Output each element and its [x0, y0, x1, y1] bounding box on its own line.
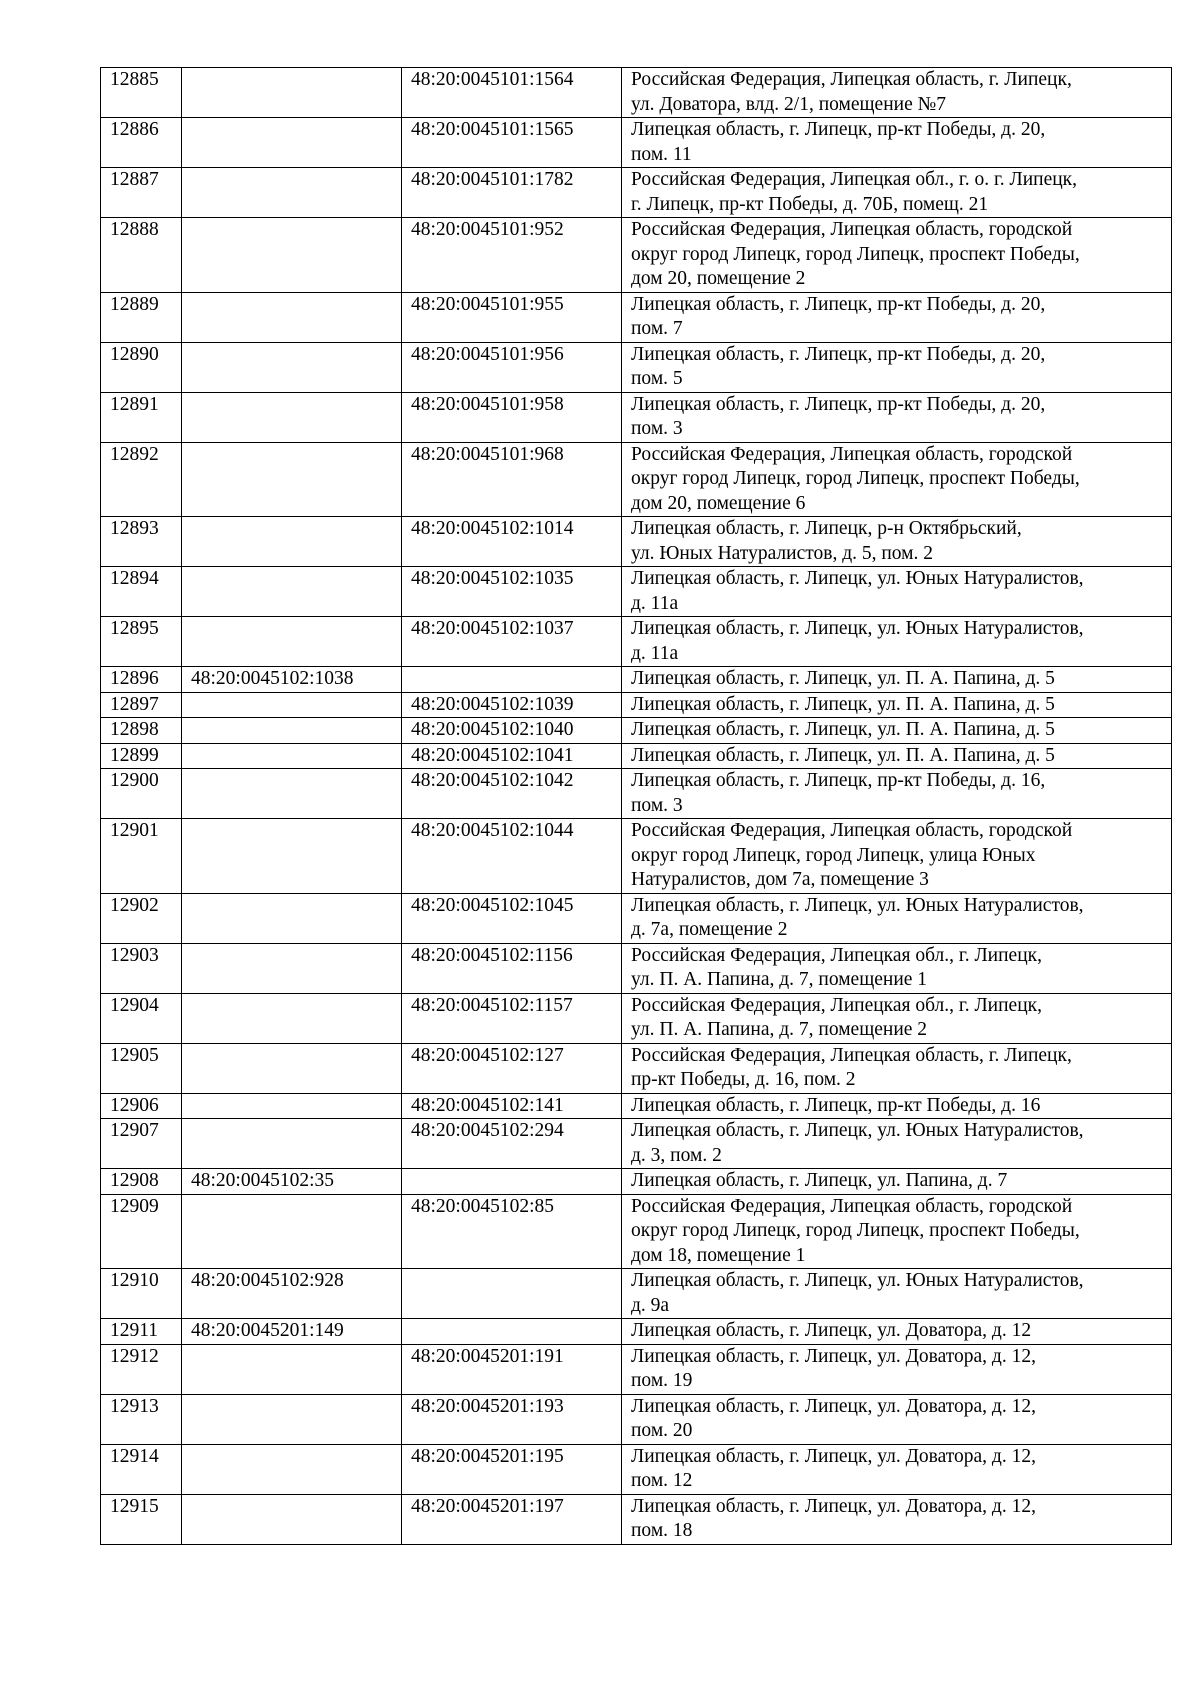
parcel-cadastral-cell: [182, 1494, 402, 1544]
premises-cadastral-cell: 48:20:0045102:1037: [402, 617, 622, 667]
row-number-cell: 12907: [101, 1119, 182, 1169]
row-number-cell: 12903: [101, 943, 182, 993]
premises-cadastral-cell: 48:20:0045102:1035: [402, 567, 622, 617]
address-cell: Липецкая область, г. Липецк, ул. Доватора, д. 12: [622, 1319, 1172, 1345]
address-cell: Липецкая область, г. Липецк, пр-кт Победы, д. 20, пом. 7: [622, 292, 1172, 342]
parcel-cadastral-cell: [182, 692, 402, 718]
premises-cadastral-cell: 48:20:0045102:141: [402, 1093, 622, 1119]
row-number-cell: 12895: [101, 617, 182, 667]
table-body: [101, 68, 1172, 1545]
row-number-cell: 12908: [101, 1169, 182, 1195]
parcel-cadastral-cell: [182, 168, 402, 218]
table-row: [101, 692, 1172, 718]
table-row: [101, 118, 1172, 168]
parcel-cadastral-cell: [182, 292, 402, 342]
address-cell: Липецкая область, г. Липецк, пр-кт Победы, д. 16: [622, 1093, 1172, 1119]
parcel-cadastral-cell: 48:20:0045102:35: [182, 1169, 402, 1195]
table-row: [101, 168, 1172, 218]
row-number-cell: 12914: [101, 1444, 182, 1494]
table-row: [101, 1043, 1172, 1093]
premises-cadastral-cell: 48:20:0045102:1014: [402, 517, 622, 567]
table-row: [101, 617, 1172, 667]
row-number-cell: 12902: [101, 893, 182, 943]
address-cell: Российская Федерация, Липецкая обл., г. о. г. Липецк, г. Липецк, пр-кт Победы, д. 70Б, помещ. 21: [622, 168, 1172, 218]
parcel-cadastral-cell: [182, 993, 402, 1043]
table-row: [101, 392, 1172, 442]
address-cell: Российская Федерация, Липецкая обл., г. Липецк, ул. П. А. Папина, д. 7, помещение 2: [622, 993, 1172, 1043]
table-row: [101, 218, 1172, 293]
address-cell: Липецкая область, г. Липецк, пр-кт Победы, д. 20, пом. 5: [622, 342, 1172, 392]
table-row: [101, 893, 1172, 943]
premises-cadastral-cell: 48:20:0045101:955: [402, 292, 622, 342]
premises-cadastral-cell: 48:20:0045101:1564: [402, 68, 622, 118]
row-number-cell: 12904: [101, 993, 182, 1043]
parcel-cadastral-cell: [182, 893, 402, 943]
premises-cadastral-cell: 48:20:0045102:1045: [402, 893, 622, 943]
row-number-cell: 12915: [101, 1494, 182, 1544]
address-cell: Липецкая область, г. Липецк, ул. Доватора, д. 12, пом. 18: [622, 1494, 1172, 1544]
address-cell: Российская Федерация, Липецкая область, г. Липецк, пр-кт Победы, д. 16, пом. 2: [622, 1043, 1172, 1093]
premises-cadastral-cell: [402, 667, 622, 693]
address-cell: Липецкая область, г. Липецк, ул. Доватора, д. 12, пом. 19: [622, 1344, 1172, 1394]
table-row: [101, 442, 1172, 517]
table-row: [101, 1093, 1172, 1119]
row-number-cell: 12890: [101, 342, 182, 392]
table-row: [101, 943, 1172, 993]
premises-cadastral-cell: 48:20:0045102:1157: [402, 993, 622, 1043]
row-number-cell: 12897: [101, 692, 182, 718]
row-number-cell: 12896: [101, 667, 182, 693]
premises-cadastral-cell: 48:20:0045101:1782: [402, 168, 622, 218]
address-cell: Российская Федерация, Липецкая область, г. Липецк, ул. Доватора, влд. 2/1, помещение №7: [622, 68, 1172, 118]
parcel-cadastral-cell: 48:20:0045102:928: [182, 1269, 402, 1319]
parcel-cadastral-cell: [182, 567, 402, 617]
table-row: [101, 1494, 1172, 1544]
premises-cadastral-cell: 48:20:0045102:85: [402, 1194, 622, 1269]
premises-cadastral-cell: 48:20:0045102:127: [402, 1043, 622, 1093]
parcel-cadastral-cell: [182, 1119, 402, 1169]
address-cell: Липецкая область, г. Липецк, пр-кт Победы, д. 20, пом. 11: [622, 118, 1172, 168]
address-cell: Липецкая область, г. Липецк, ул. Юных Натуралистов, д. 3, пом. 2: [622, 1119, 1172, 1169]
parcel-cadastral-cell: [182, 769, 402, 819]
address-cell: Липецкая область, г. Липецк, ул. Доватора, д. 12, пом. 12: [622, 1444, 1172, 1494]
address-cell: Липецкая область, г. Липецк, ул. Папина, д. 7: [622, 1169, 1172, 1195]
parcel-cadastral-cell: [182, 342, 402, 392]
premises-cadastral-cell: [402, 1269, 622, 1319]
row-number-cell: 12886: [101, 118, 182, 168]
parcel-cadastral-cell: [182, 718, 402, 744]
row-number-cell: 12888: [101, 218, 182, 293]
table-row: [101, 292, 1172, 342]
address-cell: Российская Федерация, Липецкая обл., г. Липецк, ул. П. А. Папина, д. 7, помещение 1: [622, 943, 1172, 993]
table-row: [101, 1394, 1172, 1444]
premises-cadastral-cell: 48:20:0045201:195: [402, 1444, 622, 1494]
table-row: [101, 68, 1172, 118]
address-cell: Липецкая область, г. Липецк, пр-кт Победы, д. 16, пом. 3: [622, 769, 1172, 819]
address-cell: Российская Федерация, Липецкая область, городской округ город Липецк, город Липецк, проспект Победы, дом 20, помещение 2: [622, 218, 1172, 293]
premises-cadastral-cell: 48:20:0045101:968: [402, 442, 622, 517]
row-number-cell: 12900: [101, 769, 182, 819]
table-row: [101, 1119, 1172, 1169]
parcel-cadastral-cell: [182, 68, 402, 118]
address-cell: Липецкая область, г. Липецк, ул. П. А. Папина, д. 5: [622, 718, 1172, 744]
row-number-cell: 12894: [101, 567, 182, 617]
table-row: [101, 819, 1172, 894]
table-row: [101, 1344, 1172, 1394]
table-row: [101, 567, 1172, 617]
address-cell: Липецкая область, г. Липецк, ул. П. А. Папина, д. 5: [622, 667, 1172, 693]
table-row: [101, 769, 1172, 819]
table-row: [101, 1169, 1172, 1195]
premises-cadastral-cell: 48:20:0045101:958: [402, 392, 622, 442]
address-cell: Липецкая область, г. Липецк, ул. Юных Натуралистов, д. 11а: [622, 567, 1172, 617]
premises-cadastral-cell: 48:20:0045102:1042: [402, 769, 622, 819]
premises-cadastral-cell: 48:20:0045101:1565: [402, 118, 622, 168]
premises-cadastral-cell: 48:20:0045101:956: [402, 342, 622, 392]
table-row: [101, 517, 1172, 567]
premises-cadastral-cell: 48:20:0045102:294: [402, 1119, 622, 1169]
parcel-cadastral-cell: [182, 218, 402, 293]
parcel-cadastral-cell: [182, 1043, 402, 1093]
parcel-cadastral-cell: [182, 442, 402, 517]
parcel-cadastral-cell: [182, 1093, 402, 1119]
table-row: [101, 1269, 1172, 1319]
address-cell: Российская Федерация, Липецкая область, городской округ город Липецк, город Липецк, проспект Победы, дом 20, помещение 6: [622, 442, 1172, 517]
parcel-cadastral-cell: 48:20:0045102:1038: [182, 667, 402, 693]
premises-cadastral-cell: 48:20:0045201:191: [402, 1344, 622, 1394]
premises-cadastral-cell: 48:20:0045201:193: [402, 1394, 622, 1444]
address-cell: Липецкая область, г. Липецк, ул. Юных Натуралистов, д. 11а: [622, 617, 1172, 667]
row-number-cell: 12885: [101, 68, 182, 118]
address-cell: Липецкая область, г. Липецк, ул. Юных Натуралистов, д. 9а: [622, 1269, 1172, 1319]
row-number-cell: 12893: [101, 517, 182, 567]
parcel-cadastral-cell: [182, 1194, 402, 1269]
parcel-cadastral-cell: [182, 943, 402, 993]
premises-cadastral-cell: 48:20:0045102:1041: [402, 743, 622, 769]
parcel-cadastral-cell: [182, 118, 402, 168]
table-row: [101, 718, 1172, 744]
parcel-cadastral-cell: [182, 1394, 402, 1444]
row-number-cell: 12910: [101, 1269, 182, 1319]
row-number-cell: 12887: [101, 168, 182, 218]
parcel-cadastral-cell: [182, 819, 402, 894]
row-number-cell: 12913: [101, 1394, 182, 1444]
table-row: [101, 1194, 1172, 1269]
address-cell: Липецкая область, г. Липецк, р-н Октябрьский, ул. Юных Натуралистов, д. 5, пом. 2: [622, 517, 1172, 567]
address-cell: Липецкая область, г. Липецк, пр-кт Победы, д. 20, пом. 3: [622, 392, 1172, 442]
row-number-cell: 12906: [101, 1093, 182, 1119]
address-cell: Липецкая область, г. Липецк, ул. П. А. Папина, д. 5: [622, 692, 1172, 718]
address-cell: Липецкая область, г. Липецк, ул. Юных Натуралистов, д. 7а, помещение 2: [622, 893, 1172, 943]
row-number-cell: 12901: [101, 819, 182, 894]
address-cell: Российская Федерация, Липецкая область, городской округ город Липецк, город Липецк, улица Юных Натуралистов, дом 7а, помещение 3: [622, 819, 1172, 894]
row-number-cell: 12891: [101, 392, 182, 442]
row-number-cell: 12889: [101, 292, 182, 342]
table-row: [101, 1319, 1172, 1345]
address-cell: Российская Федерация, Липецкая область, городской округ город Липецк, город Липецк, проспект Победы, дом 18, помещение 1: [622, 1194, 1172, 1269]
parcel-cadastral-cell: [182, 743, 402, 769]
parcel-cadastral-cell: [182, 392, 402, 442]
premises-cadastral-cell: 48:20:0045102:1044: [402, 819, 622, 894]
premises-cadastral-cell: 48:20:0045201:197: [402, 1494, 622, 1544]
premises-cadastral-cell: 48:20:0045102:1039: [402, 692, 622, 718]
premises-cadastral-cell: 48:20:0045102:1040: [402, 718, 622, 744]
table-row: [101, 667, 1172, 693]
premises-cadastral-cell: [402, 1169, 622, 1195]
parcel-cadastral-cell: 48:20:0045201:149: [182, 1319, 402, 1345]
parcel-cadastral-cell: [182, 1444, 402, 1494]
property-table: [100, 67, 1172, 1545]
row-number-cell: 12912: [101, 1344, 182, 1394]
premises-cadastral-cell: [402, 1319, 622, 1345]
parcel-cadastral-cell: [182, 617, 402, 667]
table-row: [101, 743, 1172, 769]
parcel-cadastral-cell: [182, 1344, 402, 1394]
address-cell: Липецкая область, г. Липецк, ул. П. А. Папина, д. 5: [622, 743, 1172, 769]
premises-cadastral-cell: 48:20:0045101:952: [402, 218, 622, 293]
table-row: [101, 1444, 1172, 1494]
row-number-cell: 12911: [101, 1319, 182, 1345]
table-row: [101, 342, 1172, 392]
row-number-cell: 12905: [101, 1043, 182, 1093]
premises-cadastral-cell: 48:20:0045102:1156: [402, 943, 622, 993]
row-number-cell: 12909: [101, 1194, 182, 1269]
address-cell: Липецкая область, г. Липецк, ул. Доватора, д. 12, пом. 20: [622, 1394, 1172, 1444]
parcel-cadastral-cell: [182, 517, 402, 567]
row-number-cell: 12898: [101, 718, 182, 744]
row-number-cell: 12899: [101, 743, 182, 769]
row-number-cell: 12892: [101, 442, 182, 517]
table-row: [101, 993, 1172, 1043]
